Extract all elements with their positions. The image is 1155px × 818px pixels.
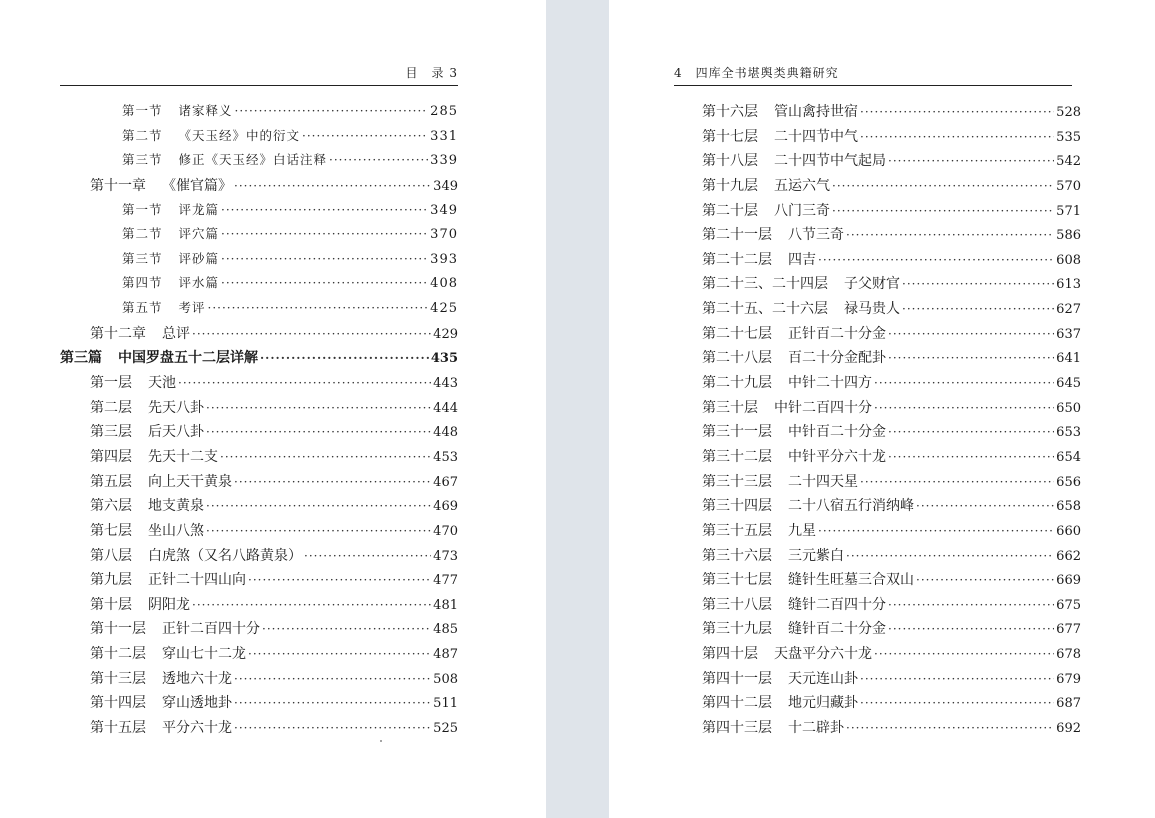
- toc-entry-title: 《催官篇》: [162, 177, 232, 194]
- toc-entry-page: 370: [430, 227, 458, 243]
- dot-leader: [234, 721, 431, 735]
- dot-leader: [888, 425, 1054, 439]
- toc-entry-number: 第十二层: [90, 646, 146, 663]
- toc-entry-title: 中针二十四方: [788, 375, 872, 392]
- toc-entry-page: 608: [1056, 252, 1081, 268]
- page-header: 目 录 3: [405, 66, 458, 80]
- toc-entry-number: 第四层: [90, 448, 132, 465]
- dot-leader: [874, 401, 1054, 415]
- toc-entry-number: 第三十九层: [702, 621, 772, 638]
- toc-entry-page: 408: [430, 276, 458, 292]
- dot-leader: [860, 672, 1054, 686]
- dot-leader: [206, 499, 431, 513]
- dot-leader: [329, 153, 428, 167]
- dot-leader: [846, 549, 1054, 563]
- toc-entry-title: 先天八卦: [148, 399, 204, 416]
- toc-entry-number: 第四十二层: [702, 695, 772, 712]
- toc-entry-page: 571: [1056, 203, 1081, 219]
- toc-entry: [702, 347, 1081, 372]
- toc-entry-number: 第六层: [90, 498, 132, 515]
- toc-entry: [702, 594, 1081, 619]
- toc-entry-number: 第三节: [122, 152, 163, 168]
- toc-entry: [702, 643, 1081, 668]
- toc-entry-number: 第三层: [90, 424, 132, 441]
- dot-leader: [235, 104, 429, 118]
- dot-leader: [818, 253, 1054, 267]
- toc-entry-number: 第二十八层: [702, 350, 772, 367]
- toc-entry-page: 444: [433, 400, 458, 416]
- toc-entry-title: 地支黄泉: [148, 498, 204, 515]
- toc-entry-page: 435: [430, 351, 458, 367]
- dot-leader: [262, 622, 431, 636]
- toc-entry-page: 448: [433, 425, 458, 441]
- toc-entry-page: 349: [433, 178, 458, 194]
- dot-leader: [832, 179, 1054, 193]
- toc-entry-page: 669: [1056, 573, 1081, 589]
- toc-entry: [60, 150, 458, 175]
- toc-entry-number: 第三篇: [60, 350, 102, 367]
- toc-entry-page: 687: [1056, 696, 1081, 712]
- toc-entry: [60, 372, 458, 397]
- toc-entry-title: 中针二百四十分: [774, 399, 872, 416]
- dot-leader: [860, 696, 1054, 710]
- dot-leader: [902, 302, 1054, 316]
- dot-leader: [846, 228, 1054, 242]
- toc-entry-number: 第十二章: [90, 325, 146, 342]
- toc-entry-title: 缝针百二十分金: [788, 621, 886, 638]
- toc-entry: [60, 397, 458, 422]
- toc-entry: [60, 471, 458, 496]
- toc-entry-title: 五运六气: [774, 177, 830, 194]
- toc-entry-number: 第三十一层: [702, 424, 772, 441]
- toc-entry: [60, 520, 458, 545]
- dot-leader: [888, 598, 1054, 612]
- toc-entry-number: 第三十六层: [702, 547, 772, 564]
- dot-leader: [302, 129, 428, 143]
- toc-entry: [60, 717, 458, 742]
- toc-entry-title: 正针二十四山向: [148, 572, 246, 589]
- toc-entry: [60, 175, 458, 200]
- dot-leader: [248, 573, 431, 587]
- toc-entry-number: 第三十八层: [702, 596, 772, 613]
- toc-entry-title: 地元归藏卦: [788, 695, 858, 712]
- toc-entry-page: 677: [1056, 622, 1081, 638]
- toc-entry: [60, 545, 458, 570]
- toc-entry-page: 511: [433, 696, 458, 712]
- toc-entry-title: 修正《天玉经》白话注释: [178, 152, 328, 168]
- toc-entry-page: 679: [1056, 671, 1081, 687]
- toc-entry-title: 评砂篇: [178, 250, 220, 266]
- dot-leader: [846, 721, 1054, 735]
- toc-entry-number: 第三十三层: [702, 473, 772, 490]
- toc-entry: [60, 323, 458, 348]
- dot-leader: [888, 327, 1054, 341]
- toc-entry: [702, 150, 1081, 175]
- header-rule: [60, 85, 458, 86]
- toc-entry-title: 八节三奇: [788, 227, 844, 244]
- toc-entry: [60, 569, 458, 594]
- toc-entry-number: 第二节: [122, 226, 163, 242]
- dot-leader: [221, 227, 428, 241]
- dot-leader: [888, 450, 1054, 464]
- toc-entry-number: 第十四层: [90, 695, 146, 712]
- toc-entry-page: 508: [433, 671, 458, 687]
- dot-leader: [220, 450, 431, 464]
- toc-entry-number: 第十七层: [702, 128, 758, 145]
- toc-list: [702, 101, 1081, 742]
- toc-entry-title: 天盘平分六十龙: [774, 646, 872, 663]
- toc-entry-number: 第五层: [90, 473, 132, 490]
- toc-entry-number: 第七层: [90, 522, 132, 539]
- toc-entry-number: 第二十九层: [702, 375, 772, 392]
- dot-leader: [221, 203, 428, 217]
- toc-entry-number: 第二十三、二十四层: [702, 276, 828, 293]
- toc-entry-title: 平分六十龙: [162, 720, 232, 737]
- toc-entry: [60, 101, 458, 126]
- toc-entry-page: 473: [433, 548, 458, 564]
- toc-entry-title: 《天玉经》中的衍文: [178, 127, 301, 143]
- dot-leader: [916, 499, 1054, 513]
- toc-entry-page: 586: [1056, 228, 1081, 244]
- toc-entry-page: 429: [433, 326, 458, 342]
- toc-entry: [702, 323, 1081, 348]
- toc-entry-page: 658: [1056, 499, 1081, 515]
- toc-entry-title: 缝针生旺墓三合双山: [788, 572, 914, 589]
- toc-entry-number: 第三十五层: [702, 522, 772, 539]
- toc-entry-title: 三元紫白: [788, 547, 844, 564]
- toc-entry-title: 天池: [148, 375, 176, 392]
- toc-entry-page: 487: [433, 647, 458, 663]
- toc-entry: [60, 347, 458, 372]
- toc-entry-page: 477: [433, 573, 458, 589]
- toc-entry-title: 缝针二百四十分: [788, 596, 886, 613]
- dot-leader: [248, 647, 431, 661]
- dot-leader: [178, 376, 431, 390]
- dot-leader: [221, 276, 428, 290]
- toc-entry: [702, 421, 1081, 446]
- toc-entry-page: 650: [1056, 400, 1081, 416]
- toc-entry: [702, 569, 1081, 594]
- toc-entry-title: 中针百二十分金: [788, 424, 886, 441]
- toc-entry: [702, 200, 1081, 225]
- toc-entry-number: 第十五层: [90, 720, 146, 737]
- toc-entry-title: 中国罗盘五十二层详解: [118, 350, 258, 367]
- toc-entry-page: 285: [430, 104, 458, 119]
- toc-entry-title: 评水篇: [178, 275, 220, 291]
- toc-entry-number: 第一层: [90, 375, 132, 392]
- toc-entry-page: 339: [430, 153, 458, 169]
- toc-entry-number: 第四十一层: [702, 670, 772, 687]
- toc-entry-page: 570: [1056, 178, 1081, 194]
- toc-entry: [702, 101, 1081, 126]
- toc-entry-title: 穿山七十二龙: [162, 646, 246, 663]
- toc-entry-number: 第十层: [90, 596, 132, 613]
- toc-entry-page: 425: [430, 301, 458, 317]
- toc-entry: [702, 126, 1081, 151]
- toc-entry-title: 管山禽持世宿: [774, 104, 858, 120]
- toc-entry-page: 692: [1056, 721, 1081, 737]
- toc-entry-number: 第二十一层: [702, 227, 772, 244]
- toc-entry-title: 二十四天星: [788, 473, 858, 490]
- toc-entry-title: 先天十二支: [148, 448, 218, 465]
- toc-entry-number: 第三十层: [702, 399, 758, 416]
- toc-entry-number: 第八层: [90, 547, 132, 564]
- toc-entry-title: 穿山透地卦: [162, 695, 232, 712]
- dot-leader: [234, 475, 431, 489]
- toc-entry-number: 第十一层: [90, 621, 146, 638]
- toc-entry-number: 第九层: [90, 572, 132, 589]
- toc-entry: [60, 495, 458, 520]
- toc-entry-page: 481: [433, 597, 458, 613]
- toc-entry-title: 透地六十龙: [162, 670, 232, 687]
- toc-entry: [702, 618, 1081, 643]
- dot-leader: [888, 351, 1054, 365]
- toc-entry-number: 第四十三层: [702, 720, 772, 737]
- toc-entry-title: 四吉: [788, 251, 816, 268]
- toc-entry-page: 528: [1056, 105, 1081, 120]
- toc-entry-number: 第三十二层: [702, 448, 772, 465]
- toc-entry: [702, 446, 1081, 471]
- toc-entry-number: 第一节: [122, 201, 163, 217]
- toc-entry-number: 第三节: [122, 250, 163, 266]
- toc-entry: [60, 249, 458, 274]
- toc-entry-title: 天元连山卦: [788, 670, 858, 687]
- toc-entry-title: 禄马贵人: [844, 301, 900, 318]
- scan-speck: [380, 740, 382, 742]
- toc-entry-number: 第三十七层: [702, 572, 772, 589]
- right-page: [609, 0, 1155, 818]
- toc-entry: [702, 273, 1081, 298]
- toc-entry-title: 评穴篇: [178, 226, 220, 242]
- toc-entry-title: 二十四节中气起局: [774, 153, 886, 170]
- toc-entry-number: 第五节: [122, 300, 163, 316]
- toc-entry-title: 总评: [162, 325, 190, 342]
- toc-entry-number: 第二十七层: [702, 325, 772, 342]
- toc-entry-title: 白虎煞（又名八路黄泉）: [148, 547, 302, 564]
- toc-entry: [60, 273, 458, 298]
- toc-entry-page: 645: [1056, 376, 1081, 392]
- toc-entry-title: 向上天干黄泉: [148, 473, 232, 490]
- toc-entry-number: 第十三层: [90, 670, 146, 687]
- toc-entry: [702, 397, 1081, 422]
- toc-entry-title: 二十八宿五行消纳峰: [788, 498, 914, 515]
- toc-entry-page: 525: [433, 721, 458, 737]
- dot-leader: [860, 130, 1054, 144]
- toc-entry: [702, 224, 1081, 249]
- dot-leader: [916, 573, 1054, 587]
- dot-leader: [818, 524, 1054, 538]
- dot-leader: [192, 598, 431, 612]
- toc-entry-number: 第四十层: [702, 646, 758, 663]
- toc-entry: [60, 298, 458, 323]
- toc-entry-page: 637: [1056, 326, 1081, 342]
- toc-entry: [702, 668, 1081, 693]
- toc-entry-page: 349: [430, 202, 458, 218]
- toc-entry-title: 中针平分六十龙: [788, 448, 886, 465]
- dot-leader: [234, 672, 431, 686]
- page-header: 4 四库全书堪舆类典籍研究: [674, 66, 839, 80]
- dot-leader: [221, 252, 428, 266]
- toc-entry-page: 660: [1056, 523, 1081, 539]
- dot-leader: [206, 401, 431, 415]
- toc-entry-number: 第二十五、二十六层: [702, 301, 828, 318]
- toc-entry-page: 470: [433, 523, 458, 539]
- dot-leader: [888, 154, 1054, 168]
- toc-entry: [60, 692, 458, 717]
- toc-entry-page: 678: [1056, 647, 1081, 663]
- toc-entry: [60, 126, 458, 151]
- toc-entry-page: 653: [1056, 425, 1081, 441]
- toc-entry: [702, 175, 1081, 200]
- toc-entry-page: 641: [1056, 351, 1081, 367]
- toc-entry-title: 坐山八煞: [148, 522, 204, 539]
- toc-entry-title: 诸家释义: [178, 103, 233, 118]
- toc-entry: [60, 446, 458, 471]
- toc-entry-page: 656: [1056, 474, 1081, 490]
- toc-entry-title: 八门三奇: [774, 202, 830, 219]
- toc-entry: [702, 298, 1081, 323]
- dot-leader: [874, 376, 1054, 390]
- toc-entry-page: 654: [1056, 449, 1081, 465]
- toc-entry-title: 评龙篇: [178, 201, 220, 217]
- toc-entry-number: 第二十二层: [702, 251, 772, 268]
- toc-entry-title: 阴阳龙: [148, 596, 190, 613]
- dot-leader: [208, 301, 429, 315]
- toc-entry: [702, 249, 1081, 274]
- toc-entry: [60, 643, 458, 668]
- header-rule: [674, 85, 1072, 86]
- page-gutter: [546, 0, 609, 818]
- toc-entry-number: 第一节: [122, 103, 163, 118]
- toc-entry: [702, 495, 1081, 520]
- toc-entry: [60, 421, 458, 446]
- toc-entry-title: 正针二百四十分: [162, 621, 260, 638]
- dot-leader: [860, 105, 1054, 119]
- dot-leader: [304, 549, 431, 563]
- toc-entry-title: 十二辟卦: [788, 720, 844, 737]
- toc-entry-page: 469: [433, 499, 458, 515]
- dot-leader: [234, 179, 431, 193]
- toc-entry-number: 第十八层: [702, 153, 758, 170]
- toc-entry: [702, 545, 1081, 570]
- toc-entry-page: 613: [1056, 277, 1081, 293]
- toc-entry-page: 331: [430, 128, 458, 144]
- toc-entry-page: 393: [430, 251, 458, 267]
- dot-leader: [206, 425, 431, 439]
- toc-entry: [702, 471, 1081, 496]
- dot-leader: [902, 277, 1054, 291]
- toc-entry-page: 627: [1056, 302, 1081, 318]
- toc-entry-number: 第二节: [122, 127, 163, 143]
- toc-entry: [60, 594, 458, 619]
- toc-entry: [702, 692, 1081, 717]
- toc-entry-page: 675: [1056, 597, 1081, 613]
- toc-entry-page: 535: [1056, 129, 1081, 145]
- dot-leader: [874, 647, 1054, 661]
- toc-entry: [60, 618, 458, 643]
- dot-leader: [888, 622, 1054, 636]
- toc-entry: [60, 668, 458, 693]
- toc-entry-page: 453: [433, 449, 458, 465]
- toc-entry-number: 第二层: [90, 399, 132, 416]
- toc-entry-title: 二十四节中气: [774, 128, 858, 145]
- toc-entry-title: 正针百二十分金: [788, 325, 886, 342]
- dot-leader: [860, 475, 1054, 489]
- left-page: [0, 0, 546, 818]
- toc-entry-number: 第二十层: [702, 202, 758, 219]
- toc-entry-number: 第三十四层: [702, 498, 772, 515]
- toc-entry-page: 467: [433, 474, 458, 490]
- toc-entry: [702, 372, 1081, 397]
- toc-entry: [60, 200, 458, 225]
- toc-entry-page: 485: [433, 622, 458, 638]
- toc-entry-page: 662: [1056, 548, 1081, 564]
- toc-entry: [702, 717, 1081, 742]
- dot-leader: [832, 204, 1054, 218]
- toc-entry-title: 后天八卦: [148, 424, 204, 441]
- dot-leader: [234, 696, 431, 710]
- dot-leader: [260, 351, 429, 365]
- toc-entry: [702, 520, 1081, 545]
- toc-entry-title: 九星: [788, 522, 816, 539]
- toc-entry-number: 第十六层: [702, 104, 758, 120]
- toc-entry-title: 考评: [178, 300, 206, 316]
- toc-entry-title: 子父财官: [844, 276, 900, 293]
- dot-leader: [192, 327, 431, 341]
- toc-entry-title: 百二十分金配卦: [788, 350, 886, 367]
- toc-entry-number: 第十九层: [702, 177, 758, 194]
- toc-entry: [60, 224, 458, 249]
- toc-entry-number: 第十一章: [90, 177, 146, 194]
- toc-list: [60, 101, 458, 742]
- toc-entry-page: 443: [433, 376, 458, 392]
- dot-leader: [206, 524, 431, 538]
- toc-entry-page: 542: [1056, 154, 1081, 170]
- toc-entry-number: 第四节: [122, 275, 163, 291]
